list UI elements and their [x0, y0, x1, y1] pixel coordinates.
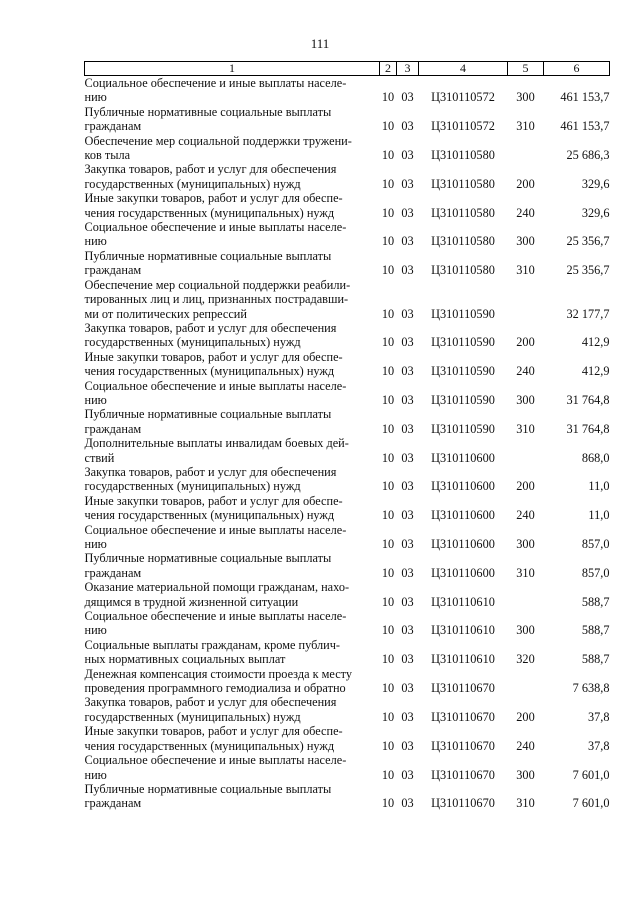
row-subsection: 03: [401, 681, 414, 696]
row-amount: 329,6: [581, 205, 610, 220]
row-section: 10: [381, 176, 395, 191]
row-subsection: 03: [401, 479, 414, 494]
row-amount: 25 686,3: [566, 148, 610, 163]
row-description: [85, 321, 380, 350]
description-line: Социальное обеспечение и иные выплаты населе-: [84, 609, 347, 624]
row-amount: 11,0: [588, 508, 610, 523]
description-line: чения государственных (муниципальных) нужд: [84, 508, 335, 523]
row-section: 10: [381, 90, 395, 105]
description-line: Социальные выплаты гражданам, кроме публич-: [84, 637, 341, 652]
row-expense-type: 200: [516, 335, 535, 350]
row-subsection: 03: [401, 148, 414, 163]
row-subsection: 03: [401, 709, 414, 724]
row-target-code: Ц310110600: [431, 450, 495, 465]
row-expense-type: 200: [516, 479, 535, 494]
row-target-code: Ц310110600: [431, 565, 495, 580]
row-section: 10: [381, 738, 395, 753]
page-number: 111: [310, 36, 330, 51]
row-amount: 11,0: [588, 479, 610, 494]
row-amount: 329,6: [581, 176, 610, 191]
row-expense-type: 310: [516, 119, 535, 134]
table-row: [85, 278, 610, 321]
description-line: дящимся в трудной жизненной ситуации: [84, 594, 299, 609]
description-line: Оказание материальной помощи гражданам, нахо-: [84, 580, 350, 595]
table-row: [85, 782, 610, 811]
row-section: 10: [381, 767, 395, 782]
row-amount: 588,7: [581, 623, 610, 638]
row-target-code: Ц310110580: [431, 205, 495, 220]
description-line: государственных (муниципальных) нужд: [84, 335, 301, 350]
row-section: 10: [381, 205, 395, 220]
row-expense-type: 300: [516, 767, 535, 782]
table-row: [85, 465, 610, 494]
row-amount: 25 356,7: [566, 263, 610, 278]
row-expense-type: 300: [516, 234, 535, 249]
row-subsection: 03: [401, 306, 414, 321]
row-section: 10: [381, 306, 395, 321]
row-amount: 588,7: [581, 594, 610, 609]
row-amount: 7 601,0: [572, 767, 610, 782]
description-line: нию: [84, 392, 107, 407]
row-expense-type: 310: [516, 421, 535, 436]
row-description: [85, 407, 380, 436]
row-subsection: 03: [401, 205, 414, 220]
row-amount: 868,0: [581, 450, 610, 465]
row-expense-type: 300: [516, 537, 535, 551]
row-section: 10: [381, 796, 395, 811]
row-subsection: 03: [401, 90, 414, 105]
row-target-code: Ц310110610: [431, 652, 495, 667]
row-expense-type: [508, 134, 544, 163]
row-target-code: Ц310110670: [431, 796, 495, 811]
table-body: [85, 76, 610, 811]
description-line: Публичные нормативные социальные выплаты: [84, 551, 332, 566]
row-subsection: 03: [401, 796, 414, 811]
row-section: 10: [381, 623, 395, 638]
row-description: [85, 436, 380, 465]
row-description: [85, 695, 380, 724]
row-description: [85, 162, 380, 191]
row-target-code: Ц310110590: [431, 335, 495, 350]
row-amount: 857,0: [581, 537, 610, 551]
row-description: [85, 753, 380, 782]
header-col-subsection: 3: [397, 62, 419, 76]
row-amount: 31 764,8: [566, 392, 610, 407]
row-section: 10: [381, 479, 395, 494]
table-row: [85, 724, 610, 753]
row-target-code: Ц310110610: [431, 594, 495, 609]
row-target-code: Ц310110670: [431, 709, 495, 724]
row-expense-type: 310: [516, 796, 535, 811]
row-subsection: 03: [401, 234, 414, 249]
description-line: ных нормативных социальных выплат: [84, 652, 286, 667]
row-section: 10: [381, 709, 395, 724]
description-line: проведения программного гемодиализа и обратно: [84, 681, 346, 696]
table-row: [85, 436, 610, 465]
row-amount: 857,0: [581, 565, 610, 580]
header-row: [85, 62, 610, 76]
row-target-code: Ц310110590: [431, 421, 495, 436]
row-subsection: 03: [401, 565, 414, 580]
row-description: [85, 580, 380, 609]
row-amount: 37,8: [587, 738, 610, 753]
row-expense-type: 200: [516, 176, 535, 191]
table-row: [85, 551, 610, 580]
row-description: [85, 249, 380, 278]
row-expense-type: [508, 278, 544, 321]
header-col-target-code: 4: [419, 62, 508, 76]
row-target-code: Ц310110580: [431, 148, 495, 163]
description-line: Социальное обеспечение и иные выплаты населе-: [84, 76, 347, 90]
row-subsection: 03: [401, 537, 414, 551]
row-description: [85, 379, 380, 408]
table-row: [85, 407, 610, 436]
row-subsection: 03: [401, 176, 414, 191]
row-subsection: 03: [401, 421, 414, 436]
table-row: [85, 523, 610, 552]
row-description: [85, 523, 380, 552]
row-target-code: Ц310110580: [431, 176, 495, 191]
row-amount: 32 177,7: [566, 306, 610, 321]
row-expense-type: 240: [516, 738, 535, 753]
row-subsection: 03: [401, 767, 414, 782]
header-col-description: 1: [85, 62, 380, 76]
row-subsection: 03: [401, 119, 414, 134]
row-expense-type: [508, 580, 544, 609]
table-row: [85, 379, 610, 408]
description-line: Социальное обеспечение и иные выплаты населе-: [84, 522, 347, 537]
row-description: [85, 134, 380, 163]
row-section: 10: [381, 652, 395, 667]
table-row: [85, 494, 610, 523]
row-target-code: Ц310110610: [431, 623, 495, 638]
row-subsection: 03: [401, 335, 414, 350]
description-line: чения государственных (муниципальных) нужд: [84, 205, 335, 220]
row-amount: 588,7: [581, 652, 610, 667]
table-header: [85, 62, 610, 76]
row-expense-type: 240: [516, 205, 535, 220]
description-line: нию: [84, 623, 107, 638]
row-amount: 31 764,8: [566, 421, 610, 436]
row-description: [85, 465, 380, 494]
description-line: Иные закупки товаров, работ и услуг для обеспе-: [84, 349, 343, 364]
description-line: Социальное обеспечение и иные выплаты населе-: [84, 378, 347, 393]
header-col-amount: 6: [544, 62, 610, 76]
row-expense-type: 200: [516, 709, 535, 724]
row-description: [85, 76, 380, 105]
row-target-code: Ц310110600: [431, 537, 495, 551]
table-row: [85, 580, 610, 609]
row-description: [85, 638, 380, 667]
row-subsection: 03: [401, 364, 414, 379]
row-subsection: 03: [401, 450, 414, 465]
table-row: [85, 609, 610, 638]
row-expense-type: 240: [516, 508, 535, 523]
description-line: тированных лиц и лиц, признанных пострадавши-: [84, 292, 349, 307]
description-line: гражданам: [84, 565, 142, 580]
description-line: Публичные нормативные социальные выплаты: [84, 104, 332, 119]
row-subsection: 03: [401, 623, 414, 638]
row-expense-type: 310: [516, 565, 535, 580]
row-section: 10: [381, 364, 395, 379]
row-section: 10: [381, 537, 395, 551]
description-line: чения государственных (муниципальных) нужд: [84, 364, 335, 379]
row-section: 10: [381, 392, 395, 407]
row-target-code: Ц310110580: [431, 234, 495, 249]
row-target-code: Ц310110580: [431, 263, 495, 278]
row-description: [85, 105, 380, 134]
table-row: [85, 134, 610, 163]
row-description: [85, 494, 380, 523]
row-target-code: Ц310110600: [431, 508, 495, 523]
row-description: [85, 782, 380, 811]
table-row: [85, 162, 610, 191]
row-section: 10: [381, 594, 395, 609]
row-expense-type: 310: [516, 263, 535, 278]
description-line: Закупка товаров, работ и услуг для обеспечения: [84, 464, 337, 479]
row-target-code: Ц310110590: [431, 392, 495, 407]
row-description: [85, 724, 380, 753]
table-row: [85, 753, 610, 782]
row-target-code: Ц310110572: [431, 119, 495, 134]
table-row: [85, 350, 610, 379]
description-line: государственных (муниципальных) нужд: [84, 709, 301, 724]
row-amount: 37,8: [587, 709, 610, 724]
row-target-code: Ц310110670: [431, 681, 495, 696]
row-expense-type: 240: [516, 364, 535, 379]
description-line: гражданам: [84, 421, 142, 436]
description-line: Закупка товаров, работ и услуг для обеспечения: [84, 320, 337, 335]
row-target-code: Ц310110670: [431, 767, 495, 782]
table-row: [85, 667, 610, 696]
description-line: Иные закупки товаров, работ и услуг для обеспе-: [84, 724, 343, 739]
row-subsection: 03: [401, 392, 414, 407]
description-line: ков тыла: [84, 148, 131, 163]
row-amount: 461 153,7: [560, 119, 610, 134]
row-amount: 412,9: [581, 335, 610, 350]
row-subsection: 03: [401, 508, 414, 523]
description-line: гражданам: [84, 263, 142, 278]
description-line: чения государственных (муниципальных) нужд: [84, 738, 335, 753]
description-line: нию: [84, 537, 107, 551]
row-description: [85, 350, 380, 379]
description-line: нию: [84, 234, 107, 249]
table-row: [85, 76, 610, 105]
description-line: Денежная компенсация стоимости проезда к месту: [84, 666, 353, 681]
row-target-code: Ц310110590: [431, 364, 495, 379]
row-section: 10: [381, 565, 395, 580]
budget-table: [84, 61, 610, 811]
row-expense-type: 320: [516, 652, 535, 667]
row-section: 10: [381, 234, 395, 249]
row-description: [85, 191, 380, 220]
description-line: Социальное обеспечение и иные выплаты населе-: [84, 753, 347, 768]
header-col-expense-type: 5: [508, 62, 544, 76]
description-line: Иные закупки товаров, работ и услуг для обеспе-: [84, 191, 343, 206]
row-expense-type: [508, 436, 544, 465]
row-description: [85, 278, 380, 321]
table-row: [85, 249, 610, 278]
row-expense-type: 300: [516, 392, 535, 407]
row-section: 10: [381, 119, 395, 134]
row-subsection: 03: [401, 652, 414, 667]
row-description: [85, 667, 380, 696]
description-line: нию: [84, 767, 107, 782]
row-amount: 7 638,8: [572, 681, 610, 696]
description-line: Дополнительные выплаты инвалидам боевых дей-: [84, 436, 349, 451]
row-section: 10: [381, 263, 395, 278]
row-section: 10: [381, 450, 395, 465]
row-description: [85, 609, 380, 638]
row-section: 10: [381, 508, 395, 523]
row-expense-type: [508, 667, 544, 696]
row-target-code: Ц310110670: [431, 738, 495, 753]
description-line: Обеспечение мер социальной поддержки реабили-: [84, 277, 351, 292]
description-line: Закупка товаров, работ и услуг для обеспечения: [84, 695, 337, 710]
description-line: Обеспечение мер социальной поддержки тружени-: [84, 133, 352, 148]
row-section: 10: [381, 681, 395, 696]
description-line: государственных (муниципальных) нужд: [84, 176, 301, 191]
header-col-section: 2: [380, 62, 397, 76]
table-row: [85, 321, 610, 350]
row-subsection: 03: [401, 263, 414, 278]
description-line: Закупка товаров, работ и услуг для обеспечения: [84, 162, 337, 177]
row-description: [85, 551, 380, 580]
description-line: ми от политических репрессий: [84, 306, 247, 321]
table-row: [85, 220, 610, 249]
description-line: Социальное обеспечение и иные выплаты населе-: [84, 220, 347, 235]
table-row: [85, 638, 610, 667]
table-row: [85, 695, 610, 724]
row-section: 10: [381, 335, 395, 350]
row-expense-type: 300: [516, 623, 535, 638]
row-description: [85, 220, 380, 249]
description-line: Публичные нормативные социальные выплаты: [84, 781, 332, 796]
row-target-code: Ц310110572: [431, 90, 495, 105]
row-amount: 412,9: [581, 364, 610, 379]
table-row: [85, 105, 610, 134]
row-amount: 461 153,7: [560, 90, 610, 105]
description-line: Публичные нормативные социальные выплаты: [84, 248, 332, 263]
description-line: ствий: [84, 450, 115, 465]
row-subsection: 03: [401, 594, 414, 609]
row-subsection: 03: [401, 738, 414, 753]
row-amount: 7 601,0: [572, 796, 610, 811]
description-line: гражданам: [84, 119, 142, 134]
description-line: Иные закупки товаров, работ и услуг для обеспе-: [84, 493, 343, 508]
row-target-code: Ц310110590: [431, 306, 495, 321]
row-section: 10: [381, 148, 395, 163]
table-row: [85, 191, 610, 220]
description-line: нию: [84, 90, 107, 105]
description-line: государственных (муниципальных) нужд: [84, 479, 301, 494]
description-line: гражданам: [84, 796, 142, 811]
row-amount: 25 356,7: [566, 234, 610, 249]
row-section: 10: [381, 421, 395, 436]
description-line: Публичные нормативные социальные выплаты: [84, 407, 332, 422]
row-target-code: Ц310110600: [431, 479, 495, 494]
row-expense-type: 300: [516, 90, 535, 105]
